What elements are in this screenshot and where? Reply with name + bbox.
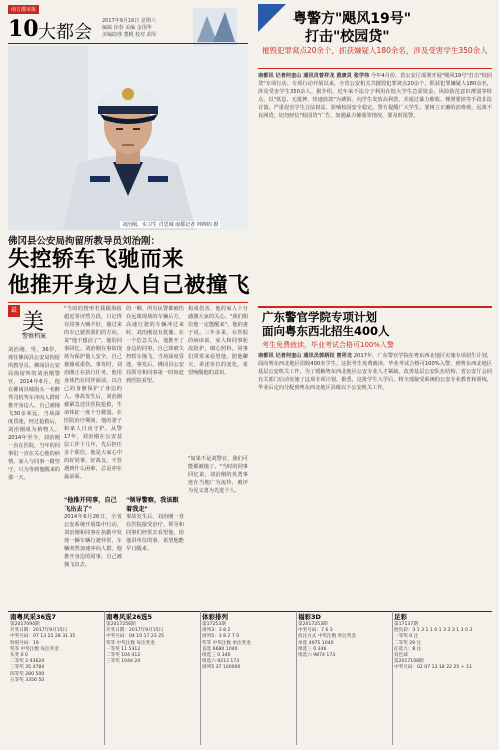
lottery-line: 中奖号码：02 07 13 18 22 25 + 11 [394, 665, 472, 671]
page-number: 10 [8, 16, 39, 42]
lottery-line: 二等奖 29 注 [394, 640, 422, 646]
lottery-title: 南粤风采26选5 [106, 613, 153, 621]
sidebar-text: 刘治刚，男，36岁，现任佛冈县公安局拘留所教导员。佛冈县公安局拘留所的刘治刚警官，2014年6月，他在佛冈县城街头一名醉驾司机驾车冲向人群时推开身边人，自己被撞飞30多米远，当场深度昏迷，经过抢救后，刘治刚成为植物人。2014年至今，刘治刚一直在医院，当年的同事们一直在关心他的病情，家人与同事一路坚守，只为等到他醒来的那一天。 [8, 347, 60, 481]
story2-title [262, 310, 390, 338]
sidebar-character: 美 [22, 310, 45, 335]
story1-rule [258, 68, 492, 69]
lottery-line: 组选六 9874 173 [298, 653, 336, 659]
lottery-line: 胜负彩：3 1 3 1 1 0 1 3 3 3 1 3 0 3 [394, 628, 473, 634]
story2-subtitle: 考生免费就读，毕业考试合格可100%入警 [262, 341, 395, 349]
lottery-line: 头奖 0 0 [10, 653, 28, 659]
story1-title-line-1: 粤警方"飓风19号" [293, 11, 412, 27]
lottery-line: 双色球 [394, 653, 408, 659]
headline-line-1: 失控轿车飞驰而来 [8, 247, 185, 272]
article-subheading: "他推开同事，自己飞出去了" [64, 497, 117, 513]
story2-title-line-2: 面向粤东西北招生400人 [262, 324, 390, 338]
story1-subtitle: 摧毁犯罪窝点20余个，抓获嫌疑人180余名，涉及受害学生350余人 [262, 46, 488, 55]
lottery-line: 第2017256期 [106, 622, 136, 627]
lottery-line: 任选九：8 注 [394, 646, 422, 652]
lottery-title: 南粤风采36选7 [10, 613, 57, 621]
lottery-26x5 [104, 611, 201, 745]
officer-portrait [8, 46, 248, 230]
date-line: 2017年9月16日 星期六 [102, 18, 156, 24]
lottery-pailie [200, 611, 297, 745]
corner-accent [258, 4, 286, 32]
lottery-36x7 [8, 611, 105, 745]
lottery-line: 第2017094期 [10, 622, 40, 627]
lottery-line: 开奖日期：2017年9月15日 [10, 628, 68, 634]
lottery-line: 组选六 9213 173 [202, 659, 240, 665]
lottery-line: 三等奖 1044 20 [106, 659, 141, 665]
lottery-line: 三等奖 35 4784 [10, 665, 45, 671]
story1-byline: 南都讯 记者何奎山 通讯员曾祥龙 黄康灵 张学伟 [258, 73, 370, 79]
lottery-line: 二等奖 104 412 [106, 653, 141, 659]
lottery-line: 组选三 0 346 [298, 646, 327, 652]
lottery-line: 中奖号码：7 6 3 [298, 628, 333, 634]
lottery-line: 奖等 中奖注数 每注奖金 [106, 640, 155, 646]
lottery-line: 一等奖 11 5312 [106, 646, 141, 652]
headline-line-2: 他推开身边人自己被撞飞 [8, 273, 251, 298]
photo-caption: 刘治刚。实习生 肖思城 南都记者 钟锦钧 摄 [122, 222, 219, 228]
lottery-title: 体彩排列 [202, 613, 228, 621]
main-headline [8, 247, 250, 299]
proof-line: 美编助理 董帆 校对 胡军 [102, 32, 157, 38]
story2-body [258, 352, 492, 608]
lottery-3d [296, 611, 393, 745]
lottery-line: 第17137期 [394, 622, 418, 627]
lottery-line: 排列3：3 8 2 [202, 628, 231, 634]
lottery-line: 单选 4975 1040 [298, 640, 334, 646]
story1-body [258, 72, 492, 302]
lottery-line: 二等奖 2 43620 [10, 659, 45, 665]
header-meta [102, 18, 157, 39]
lottery-title: 足彩 [394, 613, 407, 621]
lottery-line: 投注方式 中奖注数 单注奖金 [298, 634, 357, 640]
lottery-line: 四等奖 280 500 [10, 671, 45, 677]
lottery-line: 五等奖 3356 50 [10, 677, 45, 683]
story2-byline: 南都讯 记者何奎山 通讯员郭炳权 曾祥龙 [258, 353, 353, 359]
lottery-line: 第2017108期 [394, 659, 424, 665]
lottery-football [392, 611, 492, 745]
story2-text: 2017年，广东警官学院在粤东西北地区实施专项招生计划，面向粤东西北地区招收400名学生。这批考生免费就读，毕业考试合格可100%入警，到粤东西北地区基层公安机关工作。为了缓解粤东西北地区公安专业人才紧缺，改善基层公安队伍结构，省公安厅会同有关部门启动实施了这项专项计划。据悉，这批学生入学后，将全部接受系统的公安专业教育和训练，毕业后定向分配到粤东西北地区县级以下公安机关工作。 [258, 353, 492, 391]
masthead-brand: 南方都市报 [8, 5, 39, 14]
story1-title-line-2: 打击"校园贷" [305, 29, 390, 45]
article-paragraph: "如果不是刘警官，我们可能都被撞了。"当时的同事回忆说。刘治刚的英勇事迹在当地广为流传，被评为见义勇为先进个人。 [188, 456, 248, 494]
story2-top-rule [258, 306, 492, 308]
lottery-line: 奖等 中奖注数 单注奖金 [202, 640, 251, 646]
headline-rule [8, 302, 248, 303]
editors-line: 编辑 扣春 美编 金国华 [102, 25, 152, 31]
section-logo [185, 4, 249, 52]
lottery-line: 开奖日期：2017年9月15日 [106, 628, 164, 634]
lottery-line: 奖等 中奖注数 每注奖金 [10, 646, 59, 652]
article-paragraph: 的一侧，所有民警都被伤在远离现场的车辆后方，高速行驶的车辆冲过来时，刘治刚没有犹豫。在一个危急关头，他推开了身边的同事，自己却被失控轿车撞飞，当场深度昏迷。事发后，佛冈县公安局领导和同事第一时间赶到医院看望。 [126, 306, 184, 384]
article-column-1 [64, 305, 122, 609]
article-paragraph: 事故发生后，刘治刚一直在医院接受治疗。领导和同事们经常去看望他，给他讲单位的事，希望他能早日醒来。 [126, 514, 184, 552]
lottery-line: 排列5：3 8 2 7 0 [202, 634, 240, 640]
officer-photo [8, 46, 248, 230]
sidebar-badge: 最 [8, 305, 20, 317]
article-column-2 [126, 305, 184, 609]
article-paragraph: 构成伤害，他的家人十分感激大家的关心。"我们相信他一定能醒来"，他的妻子说。三年多来，在医院的病床前，家人和同事轮流陪护，细心照料。同事们常常来看望他，陪他聊天，讲述单位的变化，希望唤醒他的意识。 [188, 306, 248, 376]
article-paragraph: 2014年6月26日，全省公安系统开展集中行动，刘治刚和同事在执勤中发现一辆车辆行驶异常，车辆突然加速冲向人群。他推开身边的同事，自己被撞飞出去。 [64, 514, 122, 568]
lottery-line: 一等奖 0 注 [394, 634, 419, 640]
lottery-line: 第2017253期 [298, 622, 328, 627]
article-paragraph: "当时的情形若我跟海报超近等评然方段，只记得有同事大喊不好，撞过来的车已驶着我们的方向。说"他不想活了"，他的同事回忆。刘治刚在事故现场为保护他人安全，自己被撞成重伤。事发时，刘治刚正在执行任务，他用身体挡在同伴面前，以自己的身躯保护了身边的人。事故发生后，刘治刚被紧急送往医院抢救，生命体征一度十分微弱。在医院治疗期间，他的妻子和家人日夜守护。从警17年，刘治刚在公安基层工作十几年，先后担任多个职位。他是大家心中的好同事、好战友，不管遇到什么困难，总是冲在最前面。 [64, 306, 122, 480]
lottery-line: 第17253期 [202, 622, 226, 627]
section-title: 大都会 [38, 22, 92, 43]
lottery-line: 中奖号码：04 10 17 23 25 [106, 634, 165, 640]
article-subheading: "领导警察，我该跟着我走" [126, 497, 179, 513]
article-column-3 [188, 305, 248, 609]
story1-text: 今年4月份，省公安厅部署开展"飓风19号"打击"校园贷"专项行动。专项行动开展以来，全省公安机关共摧毁犯罪窝点20余个，抓获犯罪嫌疑人180余名，涉及受害学生350余人。据介绍，近年来不法分子利用在校大学生急需资金、风险防范意识薄弱等特点，以"低息、无抵押、快速放款"为诱饵，向学生发放高利贷，并通过暴力催收、裸照要挟等手段非法讨债，严重侵害学生合法权益，影响校园安全稳定。警方提醒广大学生，要树立正确的消费观，远离不良网贷，切勿轻信"校园贷"广告，如遇暴力催收等情况，要及时报警。 [258, 73, 492, 119]
lottery-line: 特别号码：19 [10, 640, 39, 646]
lottery-line: 直选 6680 1040 [202, 646, 238, 652]
lottery-line: 中奖号码：07 13 22 28 31 35 [10, 634, 76, 640]
lottery-title: 福彩3D [298, 613, 321, 621]
header-rule [8, 43, 248, 44]
story2-title-line-1: 广东警官学院专项计划 [262, 310, 377, 324]
lottery-line: 排列5 37 100000 [202, 665, 241, 671]
lottery-line: 组选三 0 346 [202, 653, 231, 659]
headline-kicker: 佛冈县公安局拘留所教导员刘治刚： [8, 236, 161, 247]
sidebar-label: 警察档案 [22, 333, 47, 340]
